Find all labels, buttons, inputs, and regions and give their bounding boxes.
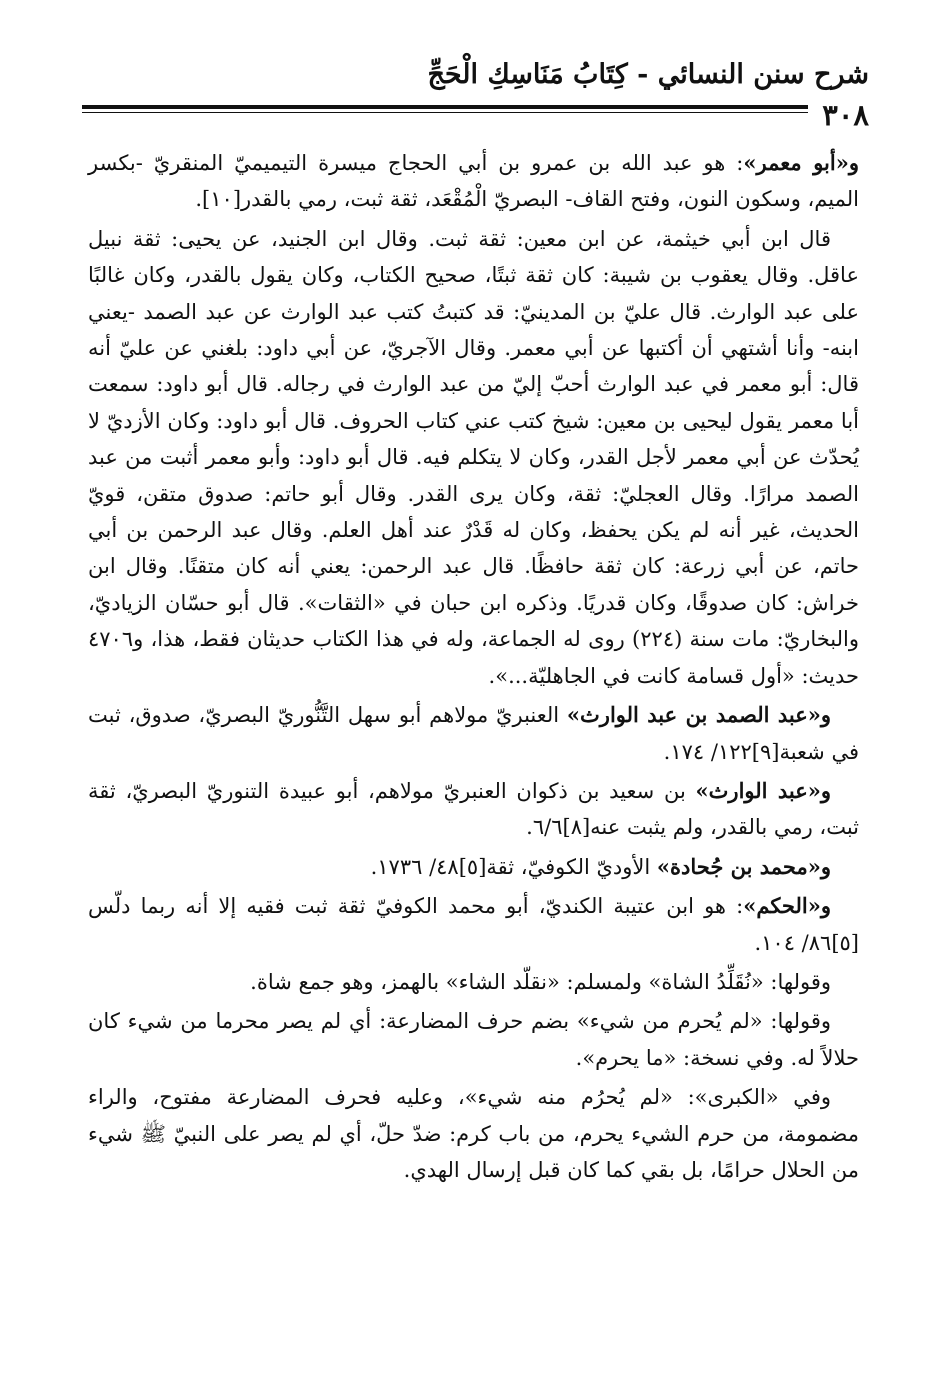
page-number: ٣٠٨ (808, 98, 869, 133)
running-title: شرح سنن النسائي - كِتَابُ مَنَاسِكِ الْحَجِّ (427, 59, 869, 90)
paragraph-text: وقولها: «نُقَلِّدُ الشاة» ولمسلم: «نقلّد الشاء» بالهمز، وهو جمع شاة. (250, 969, 831, 994)
narrator-name: و«أبو معمر» (743, 150, 859, 175)
commentary-text (88, 145, 859, 1191)
narrator-paragraph-al-hakam (88, 888, 859, 961)
explanation-paragraph (88, 1003, 859, 1076)
running-header (82, 58, 869, 132)
narrator-name: و«عبد الصمد بن عبد الوارث» (566, 702, 831, 728)
paragraph-text: وقولها: «لم يُحرم من شيء» بضم حرف المضارعة: أي لم يصر محرما من شيء كان حلالاً له. وفي نسخة: «ما يحرم». (88, 1009, 859, 1070)
paragraph-text: بن سعيد بن ذكوان العنبريّ مولاهم، أبو عبيدة التنوريّ البصريّ، ثقة ثبت، رمي بالقدر، ولم يثبت عنه[٨]٦/٦. (88, 778, 859, 840)
narrator-name: و«عبد الوارث» (695, 777, 831, 803)
paragraph-text: : هو ابن عتيبة الكنديّ، أبو محمد الكوفيّ ثقة ثبت فقيه إلا أنه ربما دلّس [٥]٨٦/ ١٠٤. (88, 894, 859, 955)
narrator-paragraph-abd-al-warith (88, 773, 859, 846)
header-rule-thin (82, 112, 869, 113)
narrator-name: و«الحكم» (743, 893, 831, 919)
paragraph-text: العنبريّ مولاهم أبو سهل التَّنُّوريّ البصريّ، صدوق، ثبت في شعبة[٩]١٢٢/ ١٧٤. (88, 703, 859, 764)
paragraph-text: الأوديّ الكوفيّ، ثقة[٥]٤٨/ ١٧٣٦. (370, 854, 657, 879)
paragraph-text: وفي «الكبرى»: «لم يُحرُم منه شيء»، وعليه فحرف المضارعة مفتوح، والراء مضمومة، من حرم الشيء يحرم، من باب كرم: ضدّ حلّ، أي لم يصر على النبيّ ﷺ شيء من الحلال حرامًا، بل بقي كما كان قبل إرسال الهدي. (88, 1085, 859, 1182)
narrator-paragraph-abu-mamar (88, 145, 859, 218)
paragraph-text: : هو عبد الله بن عمرو بن أبي الحجاج ميسرة التيميميّ المنقريّ -بكسر الميم، وسكون النون، وفتح القاف- البصريّ الْمُقْعَد، ثقة ثبت، رمي بالقدر[١٠]. (88, 151, 859, 212)
narrator-paragraph-abd-al-samad (88, 697, 859, 770)
biography-paragraph (88, 221, 859, 694)
explanation-paragraph (88, 1079, 859, 1188)
narrator-paragraph-muhammad-ibn-juhada (88, 849, 859, 885)
narrator-name: و«محمد بن جُحادة» (656, 853, 831, 879)
explanation-paragraph (88, 964, 859, 1000)
paragraph-text: قال ابن أبي خيثمة، عن ابن معين: ثقة ثبت. وقال ابن الجنيد، عن يحيى: ثقة نبيل عاقل. وقال يعقوب بن شيبة: كان ثقة ثبتًا، صحيح الكتاب، وكان يقول بالقدر، وكان غالبًا على عبد الوارث. قال عليّ بن المدينيّ: قد كتبتُ كتب عبد الوارث عن عبد الصمد -يعني ابنه- وأنا أشتهي أن أكتبها عن أبي معمر. وقال الآجريّ، عن أبي داود: بلغني عن عليّ أنه قال: أبو معمر في عبد الوارث أحبّ إليّ من عبد الوارث في رجاله. قال أبو داود: سمعت أبا معمر يقول ليحيى بن معين: شيخ كتب عني كتاب الحروف. قال أبو داود: وكان الأزديّ لا يُحدّث عن أبي معمر لأجل القدر، وكان لا يتكلم فيه. قال أبو داود: وأبو معمر أثبت من عبد الصمد مرارًا. وقال العجليّ: ثقة، وكان يرى القدر. وقال أبو حاتم: صدوق متقن، قويّ الحديث، غير أنه لم يكن يحفظ، وكان له قَدْرٌ عند أهل العلم. وقال عبد الرحمن بن أبي حاتم، عن أبي زرعة: كان ثقة حافظًا. قال عبد الرحمن: يعني أنه كان متقنًا. وقال ابن خراش: كان صدوقًا، وكان قدريًا. وذكره ابن حبان في «الثقات». قال أبو حسّان الزياديّ، والبخاريّ: مات سنة (٢٢٤) روى له الجماعة، وله في هذا الكتاب حديثان فقط، هذا، و٤٧٠٦ حديث: «أول قسامة كانت في الجاهليّة...». (88, 226, 859, 688)
header-rule-thick (82, 105, 869, 109)
